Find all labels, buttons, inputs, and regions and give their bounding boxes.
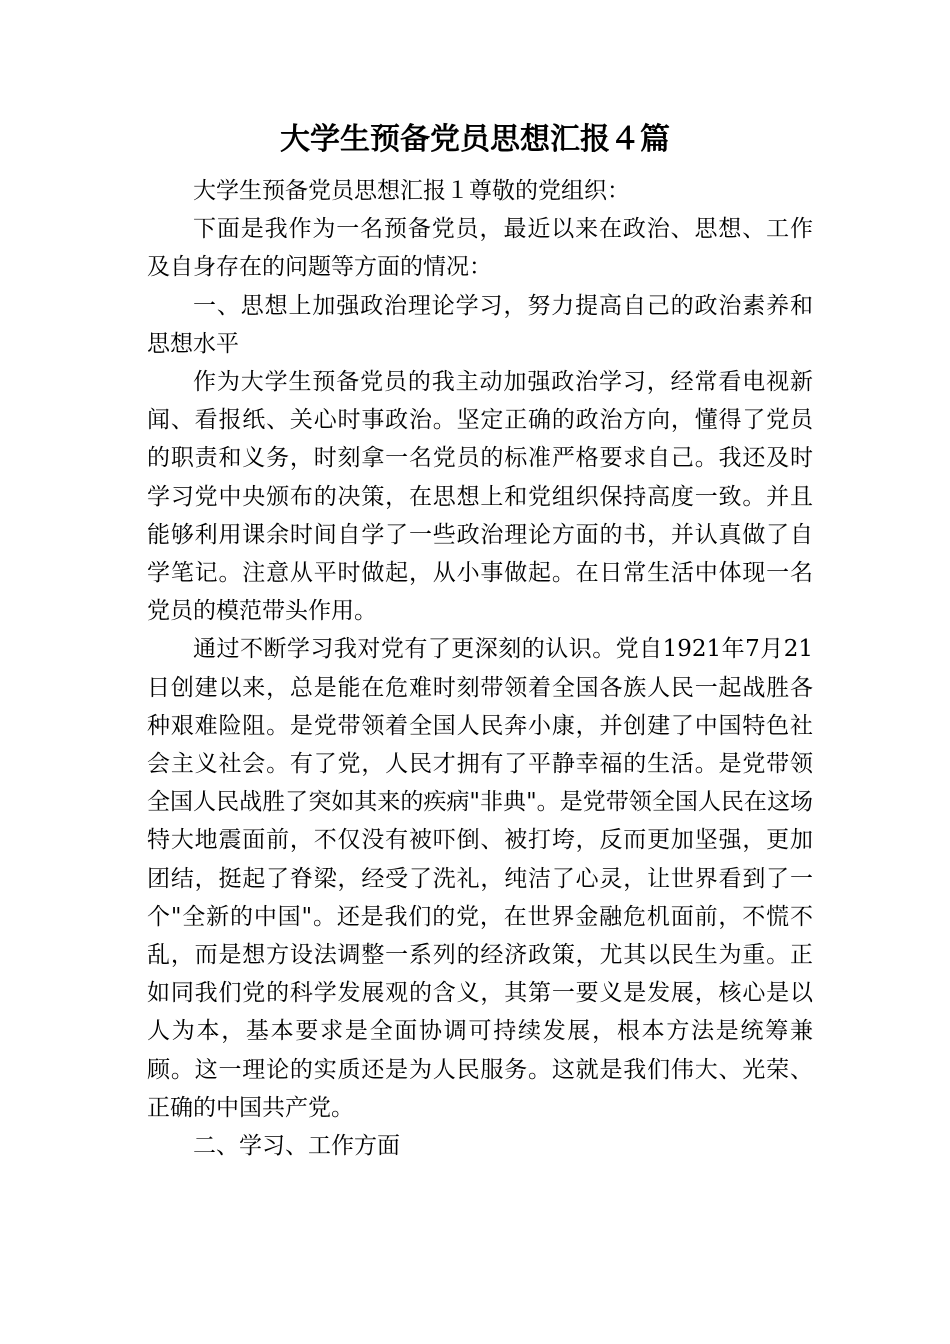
- section-heading-2: 二、学习、工作方面: [193, 1133, 400, 1160]
- document-title: 大学生预备党员思想汇报４篇: [280, 122, 670, 157]
- body-paragraph: 通过不断学习我对党有了更深刻的认识。党自1921年7月21日创建以来，总是能在危难时刻带领着全国各族人民一起战胜各种艰难险阻。是党带领着全国人民奔小康，并创建了中国特色社会主义社会。有了党，人民才拥有了平静幸福的生活。是党带领全国人民战胜了突如其来的疾病"非典"。是党带领全国人民在这场特大地震面前，不仅没有被吓倒、被打垮，反而更加坚强，更加团结，挺起了脊梁，经受了洗礼，纯洁了心灵，让世界看到了一个"全新的中国"。还是我们的党，在世界金融危机面前，不慌不乱，而是想方设法调整一系列的经济政策，尤其以民生为重。正如同我们党的科学发展观的含义，其第一要义是发展，核心是以人为本，基本要求是全面协调可持续发展，根本方法是统筹兼顾。这一理论的实质还是为人民服务。这就是我们伟大、光荣、正确的中国共产党。: [147, 636, 813, 1121]
- document-body: [147, 172, 813, 1165]
- intro-paragraph: 下面是我作为一名预备党员，最近以来在政治、思想、工作及自身存在的问题等方面的情况：: [147, 216, 813, 281]
- salutation-paragraph: 大学生预备党员思想汇报１尊敬的党组织：: [193, 178, 630, 204]
- body-paragraph: 作为大学生预备党员的我主动加强政治学习，经常看电视新闻、看报纸、关心时事政治。坚定正确的政治方向，懂得了党员的职责和义务，时刻拿一名党员的标准严格要求自己。我还及时学习党中央颁布的决策，在思想上和党组织保持高度一致。并且能够利用课余时间自学了一些政治理论方面的书，并认真做了自学笔记。注意从平时做起，从小事做起。在日常生活中体现一名党员的模范带头作用。: [147, 369, 813, 625]
- section-heading-1: 一、思想上加强政治理论学习，努力提高自己的政治素养和思想水平: [147, 292, 813, 357]
